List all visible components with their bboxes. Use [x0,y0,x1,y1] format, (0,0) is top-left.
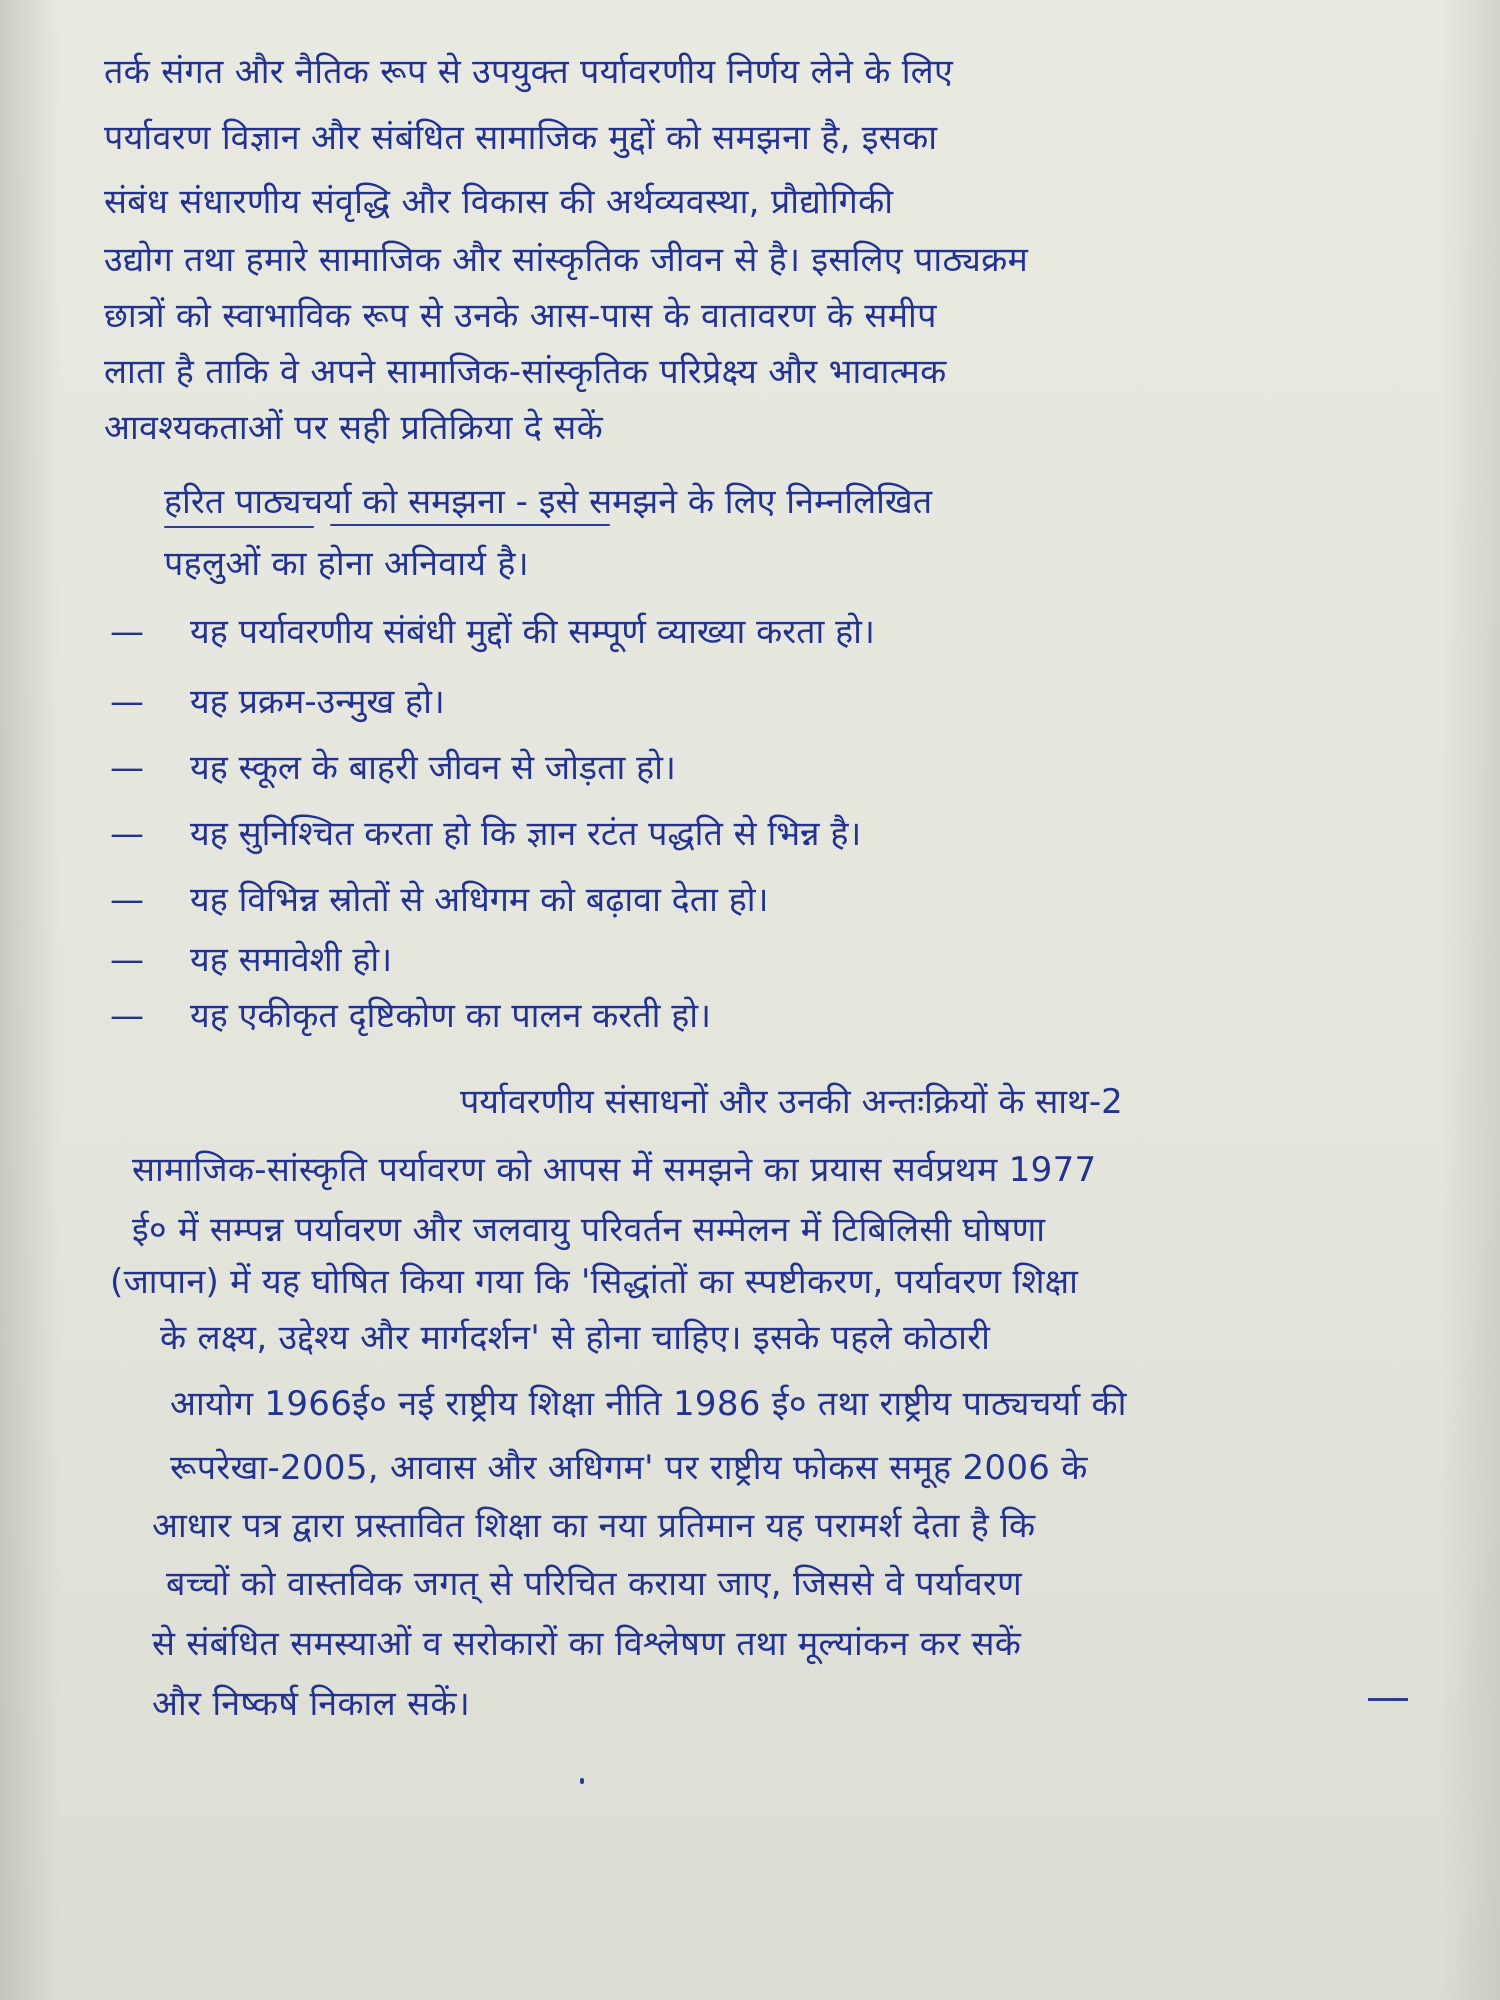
para1-line-6: लाता है ताकि वे अपने सामाजिक-सांस्कृतिक परिप्रेक्ष्य और भावात्मक [104,352,947,392]
list-item: — यह स्कूल के बाहरी जीवन से जोड़ता हो। [110,748,676,788]
para1-line-2: पर्यावरण विज्ञान और संबंधित सामाजिक मुद्दों को समझना है, इसका [104,118,938,158]
list-item: — यह पर्यावरणीय संबंधी मुद्दों की सम्पूर्ण व्याख्या करता हो। [110,612,875,652]
section2-line-8: बच्चों को वास्तविक जगत् से परिचित कराया जाए, जिससे वे पर्यावरण [166,1564,1023,1604]
section2-line-7: आधार पत्र द्वारा प्रस्तावित शिक्षा का नया प्रतिमान यह परामर्श देता है कि [152,1506,1036,1546]
list-item: — यह विभिन्न स्रोतों से अधिगम को बढ़ावा देता हो। [110,880,769,920]
bullet-dash: — [110,996,144,1036]
para1-line-1: तर्क संगत और नैतिक रूप से उपयुक्त पर्यावरणीय निर्णय लेने के लिए [104,52,954,92]
bullet-dash: — [110,880,144,920]
section1-heading [164,482,932,522]
section2-line-9: से संबंधित समस्याओं व सरोकारों का विश्लेषण तथा मूल्यांकन कर सकें [152,1624,1022,1664]
section2-line-5: आयोग 1966ई० नई राष्ट्रीय शिक्षा नीति 1986 ई० तथा राष्ट्रीय पाठ्यचर्या की [170,1384,1127,1424]
list-item: — यह सुनिश्चित करता हो कि ज्ञान रटंत पद्धति से भिन्न है। [110,814,862,854]
section2-line-4: के लक्ष्य, उद्देश्य और मार्गदर्शन' से होना चाहिए। इसके पहले कोठारी [160,1318,991,1358]
section2-line-3: (जापान) में यह घोषित किया गया कि 'सिद्धांतों का स्पष्टीकरण, पर्यावरण शिक्षा [110,1262,1079,1302]
section2-title: पर्यावरणीय संसाधनों और उनकी अन्तःक्रियों के साथ-2 [460,1082,1123,1122]
ink-dot [580,1778,584,1784]
section2-line-1: सामाजिक-सांस्कृति पर्यावरण को आपस में समझने का प्रयास सर्वप्रथम 1977 [132,1150,1097,1190]
para1-line-5: छात्रों को स्वाभाविक रूप से उनके आस-पास के वातावरण के समीप [104,296,937,336]
para1-line-4: उद्योग तथा हमारे सामाजिक और सांस्कृतिक जीवन से है। इसलिए पाठ्यक्रम [104,240,1029,280]
list-item: — यह समावेशी हो। [110,940,393,980]
bullet-dash: — [110,814,144,854]
bullet-dash: — [110,612,144,652]
end-dash-mark [1368,1698,1408,1701]
section2-line-6: रूपरेखा-2005, आवास और अधिगम' पर राष्ट्रीय फोकस समूह 2006 के [170,1448,1088,1488]
bullet-dash: — [110,940,144,980]
page-left-shadow [0,0,60,2000]
bullet-dash: — [110,682,144,722]
heading-underline-2 [330,524,610,526]
section2-line-10: और निष्कर्ष निकाल सकें। [152,1684,470,1724]
bullet-dash: — [110,748,144,788]
section1-heading-underlined: हरित पाठ्यचर्या को समझना - [164,482,528,522]
list-item: — यह प्रक्रम-उन्मुख हो। [110,682,445,722]
section1-heading-rest: इसे समझने के लिए निम्नलिखित [527,482,933,522]
section2-line-2: ई० में सम्पन्न पर्यावरण और जलवायु परिवर्तन सम्मेलन में टिबिलिसी घोषणा [132,1210,1046,1250]
heading-underline-1 [164,526,314,528]
para1-line-7: आवश्यकताओं पर सही प्रतिक्रिया दे सकें [104,408,603,448]
para1-line-3: संबंध संधारणीय संवृद्धि और विकास की अर्थव्यवस्था, प्रौद्योगिकी [104,182,894,222]
section1-line-2: पहलुओं का होना अनिवार्य है। [164,544,529,584]
page-right-shadow [1440,0,1500,2000]
list-item: — यह एकीकृत दृष्टिकोण का पालन करती हो। [110,996,711,1036]
